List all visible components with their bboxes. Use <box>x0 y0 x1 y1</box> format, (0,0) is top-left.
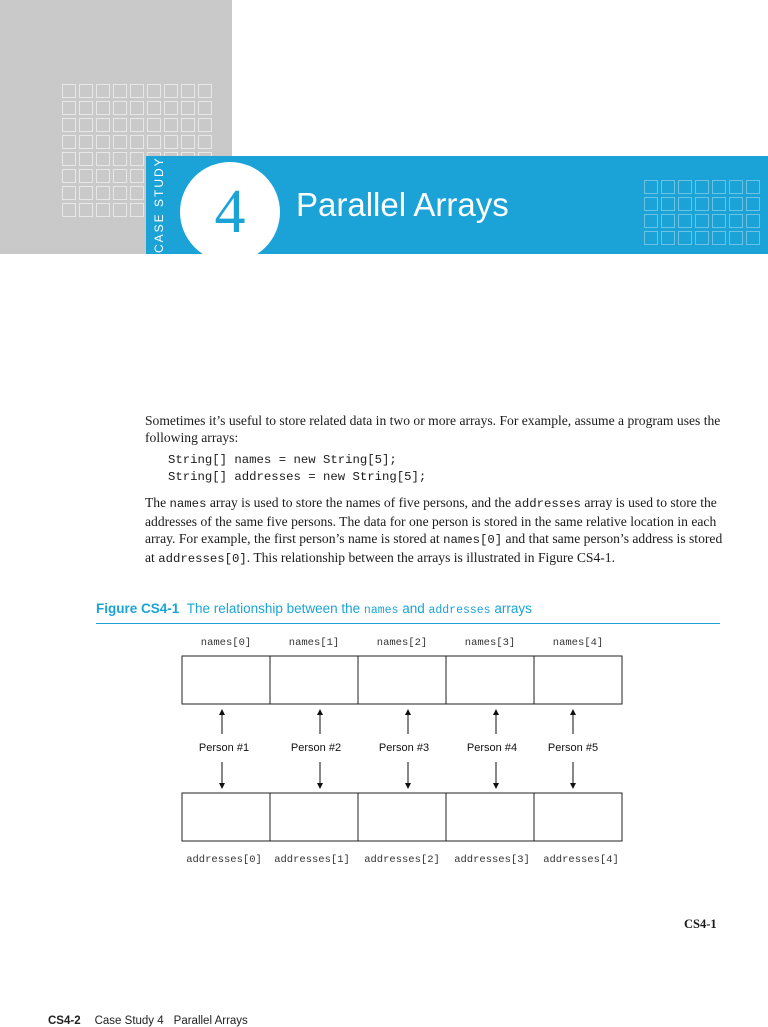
names-index-label: names[1] <box>288 637 340 649</box>
caption-text: The relationship between the <box>186 601 364 616</box>
inline-code: names <box>169 497 207 511</box>
case-study-label: CASE STUDY <box>152 156 166 254</box>
body-paragraph <box>145 494 723 568</box>
text-run: and that same person’s address is stored at <box>145 531 723 565</box>
names-array-cell <box>534 656 622 704</box>
footer-section: Case Study 4 <box>94 1015 164 1027</box>
addresses-index-label: addresses[2] <box>364 854 440 866</box>
caption-code: addresses <box>428 604 491 617</box>
names-array-cell <box>182 656 270 704</box>
decorative-grid-pattern <box>644 180 760 245</box>
text-run: array is used to store the addresses of the same five persons. The data for one person is stored in the same relative location in each array. For example, the first person’s name is stored at <box>145 495 717 546</box>
chapter-number: 4 <box>214 178 246 246</box>
addresses-index-label: addresses[0] <box>186 854 262 866</box>
figure-caption <box>96 601 720 624</box>
inline-code: addresses[0] <box>158 552 247 566</box>
inline-code: names[0] <box>443 533 503 547</box>
addresses-index-label: addresses[4] <box>543 854 619 866</box>
caption-code: names <box>363 604 399 617</box>
chapter-title: Parallel Arrays <box>296 186 509 223</box>
addresses-array-cell <box>446 793 534 841</box>
footer-title: Parallel Arrays <box>173 1015 248 1027</box>
parallel-arrays-diagram <box>180 630 625 870</box>
person-label: Person #5 <box>547 742 599 754</box>
addresses-index-label: addresses[1] <box>274 854 350 866</box>
chapter-number-badge <box>180 162 280 262</box>
figure-number: Figure CS4-1 <box>96 601 180 616</box>
text-run: array is used to store the names of five persons, and the <box>206 495 515 510</box>
person-label: Person #3 <box>378 742 430 754</box>
addresses-index-label: addresses[3] <box>454 854 530 866</box>
footer-page-number: CS4-2 <box>48 1015 81 1027</box>
person-label: Person #2 <box>290 742 342 754</box>
person-label: Person #1 <box>198 742 250 754</box>
next-page-running-header <box>48 1015 248 1027</box>
addresses-array-cell <box>358 793 446 841</box>
page-number: CS4-1 <box>684 917 717 931</box>
names-array-cell <box>358 656 446 704</box>
text-run: The <box>145 495 170 510</box>
code-block <box>168 452 426 486</box>
intro-paragraph: Sometimes it’s useful to store related data in two or more arrays. For example, assume a program uses the following arrays: <box>145 413 721 445</box>
code-line: String[] names = new String[5]; <box>168 453 397 467</box>
addresses-array-cell <box>534 793 622 841</box>
names-index-label: names[4] <box>552 637 604 649</box>
names-array-cell <box>270 656 358 704</box>
names-index-label: names[3] <box>464 637 516 649</box>
caption-text: and <box>398 601 429 616</box>
text-run: . This relationship between the arrays is illustrated in Figure CS4-1. <box>246 550 616 565</box>
names-array-cell <box>446 656 534 704</box>
names-index-label: names[0] <box>200 637 252 649</box>
inline-code: addresses <box>514 497 581 511</box>
person-label: Person #4 <box>466 742 518 754</box>
names-index-label: names[2] <box>376 637 428 649</box>
code-line: String[] addresses = new String[5]; <box>168 470 427 484</box>
addresses-array-cell <box>182 793 270 841</box>
caption-text: arrays <box>490 601 532 616</box>
addresses-array-cell <box>270 793 358 841</box>
